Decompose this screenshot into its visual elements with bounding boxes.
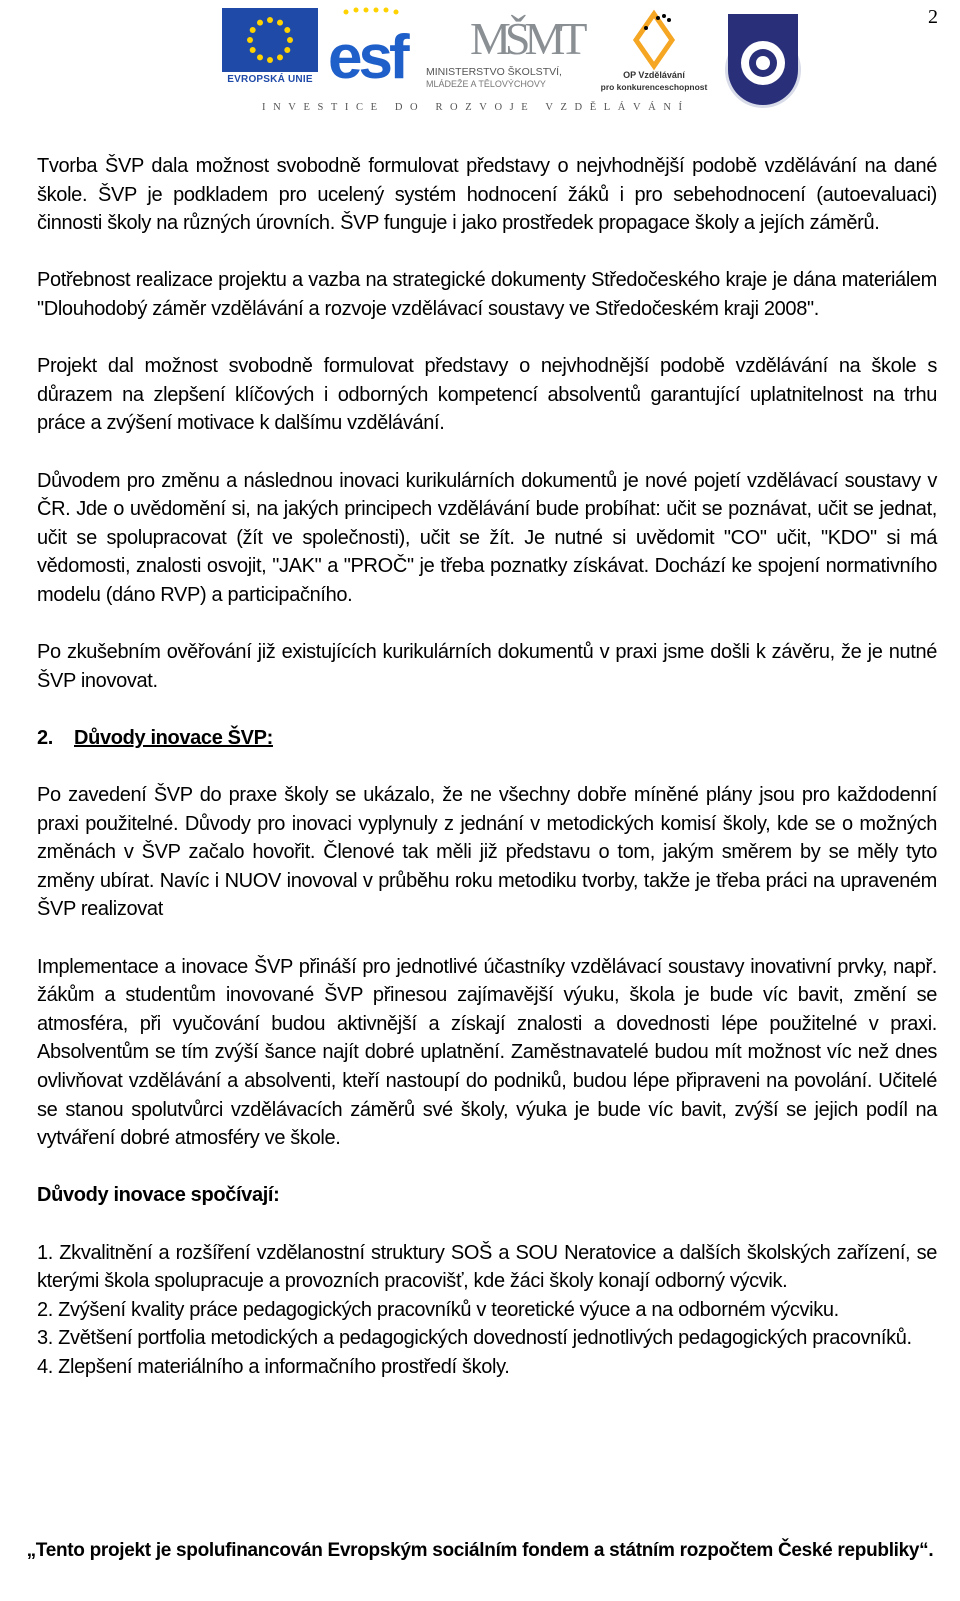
eu-star-icon: [284, 47, 290, 53]
eu-star-icon: [267, 17, 273, 23]
msmt-line1: MINISTERSTVO ŠKOLSTVÍ,: [426, 66, 562, 78]
msmt-letters: MŠMT: [470, 13, 582, 64]
paragraph: Důvodem pro změnu a následnou inovaci kurikulárních dokumentů je nové pojetí vzdělávací soustavy v ČR. Jde o uvědomění si, na jakých principech vzdělávání bude probíhat: učit se poznávat, učit se jednat, učit se spolupracovat (žít ve společnosti), učit se žít. Je nutné si uvědomit "CO" učit, "KDO" si má vědomosti, znalosti osvojit, "JAK" a "PROČ" je třeba poznatky získávat. Dochází ke spojení normativního modelu (dáno RVP) a participačního.: [37, 469, 937, 606]
paragraph: Tvorba ŠVP dala možnost svobodně formulovat představy o nejvhodnější podobě vzdělávání na dané škole. ŠVP je podkladem pro ucelený systém hodnocení žáků i pro sebehodnocení (autoevaluaci) činnosti školy na různých úrovních. ŠVP funguje i jako prostředek propagace školy a jejích záměrů.: [37, 155, 937, 235]
eu-star-icon: [250, 47, 256, 53]
eu-star-icon: [257, 54, 263, 60]
eu-star-icon: [257, 20, 263, 26]
logo-bar: [222, 6, 812, 116]
eu-star-icon: [267, 57, 273, 63]
op-line1: OP Vzdělávání: [623, 70, 685, 80]
esf-text: esf: [328, 23, 406, 92]
paragraph: Projekt dal možnost svobodně formulovat představy o nejvhodnější podobě vzdělávání na škole s důrazem na zlepšení klíčových i odborných kompetencí absolventů garantující uplatnitelnost na trhu práce a zvýšení motivace k dalšímu vzdělávání.: [37, 355, 937, 435]
op-vzdelavani-logo: [600, 10, 708, 94]
msmt-logo: [426, 6, 592, 92]
list-item: 4. Zlepšení materiálního a informačního prostředí školy.: [37, 1355, 510, 1378]
footer-note: „Tento projekt je spolufinancován Evropským sociálním fondem a státním rozpočtem České republiky“.: [26, 1540, 934, 1561]
paragraph: Implementace a inovace ŠVP přináší pro jednotlivé účastníky vzdělávací soustavy inovativní prvky, např. žákům a studentům inovované ŠVP přinesou zajímavější výuku, škola je bude víc bavit, změní se atmosféra, při vyučování budou aktivnější a získají znalosti a dovednosti lépe použitelné v praxi. Absolventům se tím zvýší šance najít dobré uplatnění. Zaměstnavatelé budou mít možnost víc než dnes ovlivňovat vzdělávání a absolventi, kteří nastoupí do podniků, budou lépe připraveni na povolání. Učitelé se stanou spolutvůrci vzdělávacích záměrů své školy, výuka je bude víc bavit, zvýší se jejich podíl na vytváření dobré atmosféry ve škole.: [37, 955, 937, 1150]
school-emblem-logo: [722, 8, 804, 118]
eu-star-icon: [287, 37, 293, 43]
eu-star-icon: [277, 54, 283, 60]
eu-star-icon: [284, 27, 290, 33]
paragraph: Po zavedení ŠVP do praxe školy se ukázalo, že ne všechny dobře míněné plány jsou pro každodenní praxi použitelné. Důvody pro inovaci vyplynuly z jednání v metodických komisí školy, kde se o možných změnách v ŠVP začalo hovořit. Členové tak měli již představu o tom, jakým směrem by se měly tyto změny ubírat. Navíc i NUOV inovoval v průběhu roku metodiku tvorby, takže je třeba práci na upraveném ŠVP realizovat: [37, 784, 937, 921]
section-heading: [37, 724, 937, 753]
subheading: Důvody inovace spočívají:: [37, 1184, 280, 1207]
msmt-line2: MLÁDEŽE A TĚLOVÝCHOVY: [426, 79, 546, 89]
section-number: 2.: [37, 726, 53, 749]
document-body: [37, 152, 937, 1382]
eu-flag-logo: [222, 8, 318, 72]
list-item: 3. Zvětšení portfolia metodických a pedagogických dovedností jednotlivých pedagogických pracovníků.: [37, 1327, 912, 1350]
eu-label: EVROPSKÁ UNIE: [227, 74, 313, 85]
investice-tagline: INVESTICE DO ROZVOJE VZDĚLÁVÁNÍ: [262, 102, 690, 113]
list-item: 1. Zkvalitnění a rozšíření vzdělanostní struktury SOŠ a SOU Neratovice a dalších školských zařízení, se kterými škola spolupracuje a provozních pracovišť, kde žáci školy konají odborný výcvik.: [37, 1241, 937, 1293]
eu-star-icon: [250, 27, 256, 33]
list-item: 2. Zvýšení kvality práce pedagogických pracovníků v teoretické výuce a na odborném výcviku.: [37, 1298, 839, 1321]
eu-star-icon: [277, 20, 283, 26]
page-number: 2: [928, 6, 938, 28]
paragraph: Potřebnost realizace projektu a vazba na strategické dokumenty Středočeského kraje je dána materiálem "Dlouhodobý záměr vzdělávání a rozvoje vzdělávací soustavy ve Středočeském kraji 2008".: [37, 269, 937, 320]
eu-stars-icon: [222, 8, 318, 72]
esf-logo: [326, 6, 420, 90]
eu-star-icon: [247, 37, 253, 43]
section-title: Důvody inovace ŠVP:: [74, 726, 273, 749]
op-line2: pro konkurenceschopnost: [600, 82, 708, 92]
paragraph: Po zkušebním ověřování již existujících kurikulárních dokumentů v praxi jsme došli k závěru, že je nutné ŠVP inovovat.: [37, 641, 937, 692]
